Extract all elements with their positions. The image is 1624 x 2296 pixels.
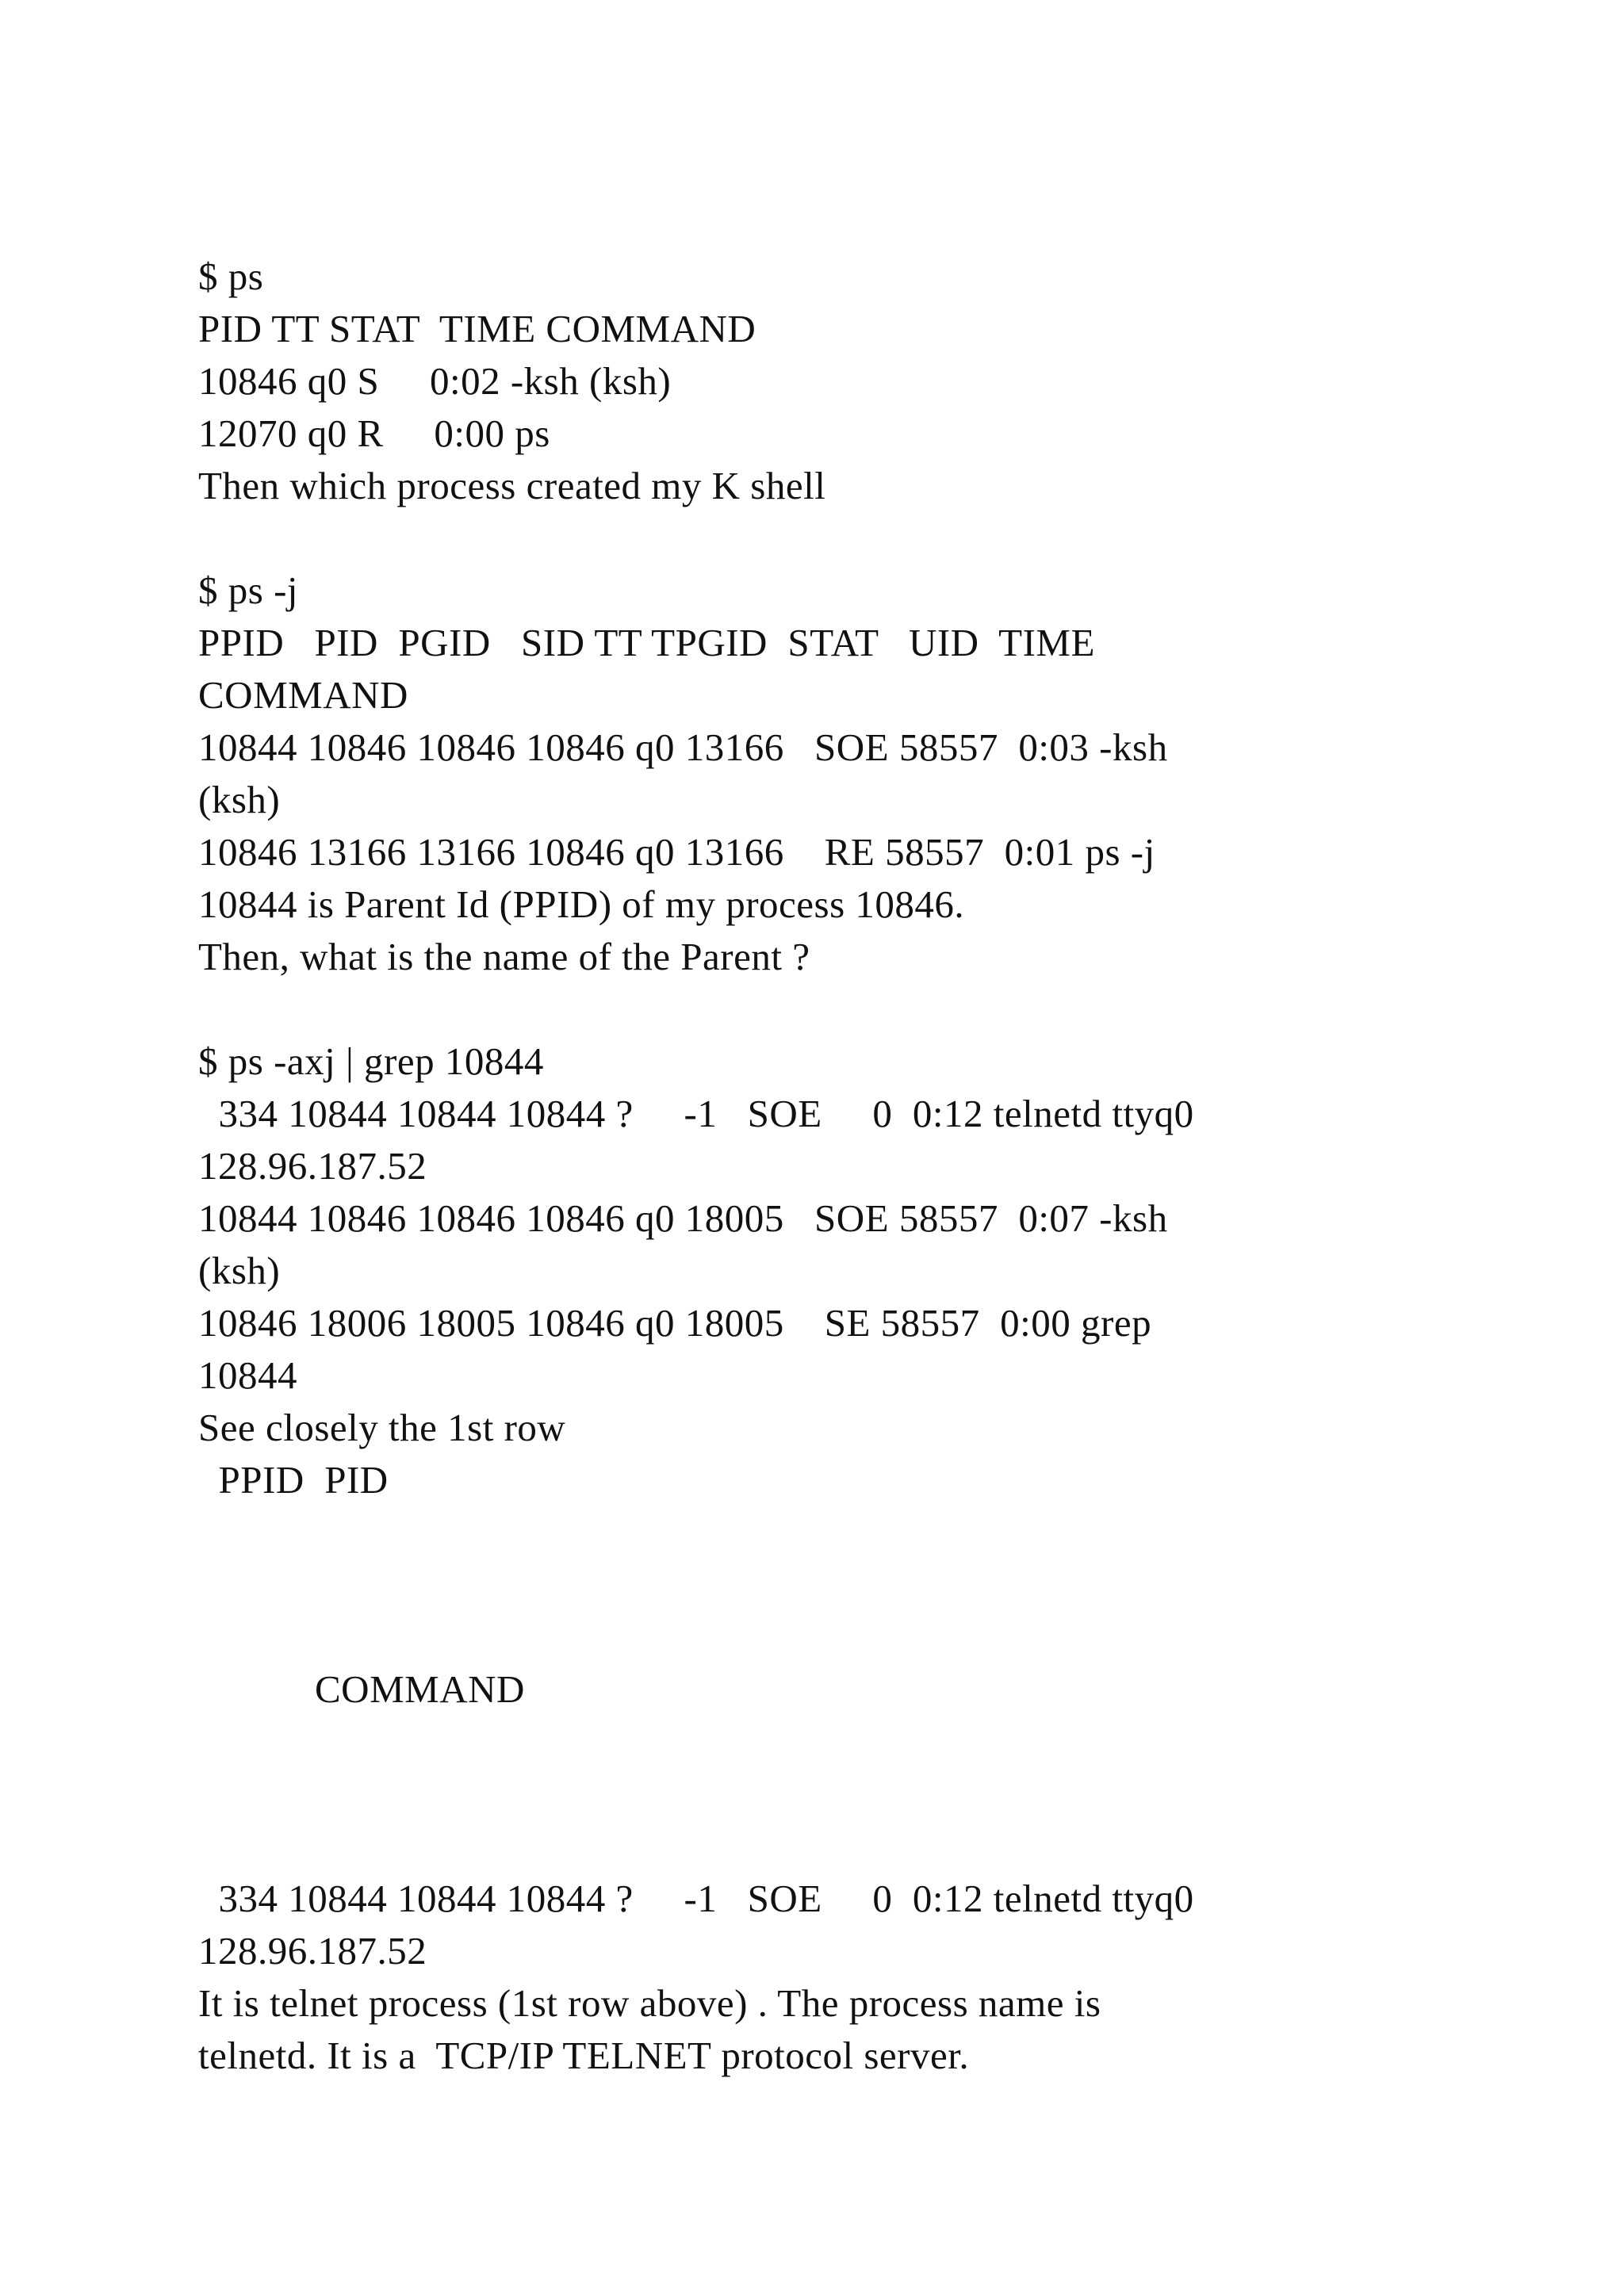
line-axj-row-grep-wrap: 10844 <box>198 1353 297 1397</box>
line-ps-j-row-ps: 10846 13166 13166 10846 q0 13166 RE 58557 0:01 ps -j <box>198 830 1155 874</box>
line-question-parent: Then, what is the name of the Parent ? <box>198 935 810 978</box>
line-repeat-row-telnetd: 334 10844 10844 10844 ? -1 SOE 0 0:12 telnetd ttyq0 <box>198 1877 1194 1920</box>
line-ps-j-row-ksh-wrap: (ksh) <box>198 778 281 821</box>
line-prompt-ps-axj: $ ps -axj | grep 10844 <box>198 1039 544 1083</box>
line-see-first-row: See closely the 1st row <box>198 1406 566 1449</box>
line-conclusion-2: telnetd. It is a TCP/IP TELNET protocol server. <box>198 2034 970 2077</box>
line-ps-j-row-ksh: 10844 10846 10846 10846 q0 13166 SOE 58557 0:03 -ksh <box>198 725 1168 769</box>
line-command-label: COMMAND <box>315 1667 525 1711</box>
line-axj-row-ksh: 10844 10846 10846 10846 q0 18005 SOE 58557 0:07 -ksh <box>198 1196 1168 1240</box>
line-ps-row-ksh: 10846 q0 S 0:02 -ksh (ksh) <box>198 359 672 403</box>
line-prompt-ps: $ ps <box>198 254 264 298</box>
line-ps-row-ps: 12070 q0 R 0:00 ps <box>198 411 550 455</box>
line-axj-row-ksh-wrap: (ksh) <box>198 1249 281 1292</box>
line-ppid-pid-label: PPID PID <box>198 1458 389 1502</box>
line-ppid-note: 10844 is Parent Id (PPID) of my process 10846. <box>198 882 965 926</box>
line-axj-row-grep: 10846 18006 18005 10846 q0 18005 SE 58557 0:00 grep <box>198 1301 1152 1345</box>
line-ps-j-header-wrap: COMMAND <box>198 673 408 717</box>
line-conclusion-1: It is telnet process (1st row above) . The process name is <box>198 1981 1101 2025</box>
line-repeat-row-telnetd-wrap: 128.96.187.52 <box>198 1929 427 1973</box>
line-axj-row-telnetd-wrap: 128.96.187.52 <box>198 1144 427 1188</box>
line-ps-j-header: PPID PID PGID SID TT TPGID STAT UID TIME <box>198 621 1095 664</box>
line-prompt-ps-j: $ ps -j <box>198 568 298 612</box>
line-ps-header: PID TT STAT TIME COMMAND <box>198 307 756 350</box>
line-axj-row-telnetd: 334 10844 10844 10844 ? -1 SOE 0 0:12 telnetd ttyq0 <box>198 1092 1194 1135</box>
line-question-ksh: Then which process created my K shell <box>198 464 826 507</box>
